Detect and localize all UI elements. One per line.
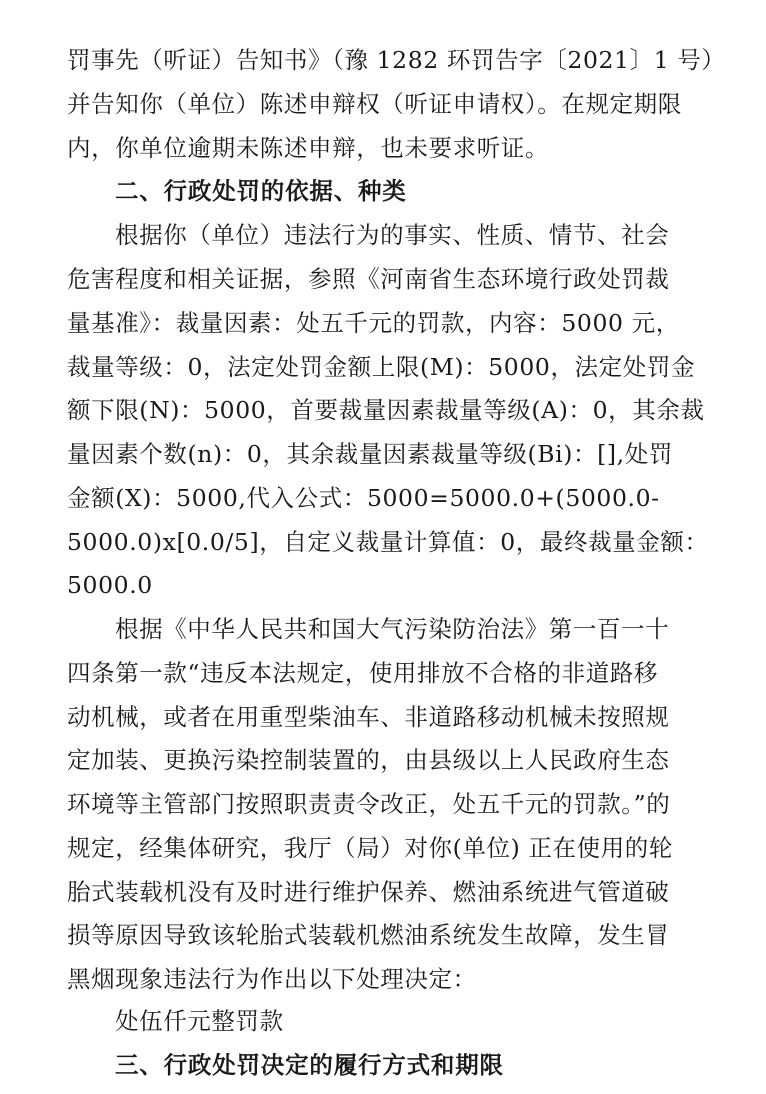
text-line-15: 四条第一款“违反本法规定，使用排放不合格的非道路移 bbox=[67, 659, 659, 687]
section-heading-2: 二、行政处罚的依据、种类 bbox=[115, 177, 407, 205]
text-line-2: 并告知你（单位）陈述申辩权（听证申请权）。在规定期限 bbox=[67, 90, 682, 118]
text-line-10: 量因素个数(n)：0，其余裁量因素裁量等级(Bi)：[],处罚 bbox=[67, 440, 673, 468]
text-line-17: 定加装、更换污染控制装置的，由县级以上人民政府生态 bbox=[67, 746, 670, 774]
text-line-3: 内，你单位逾期未陈述申辩，也未要求听证。 bbox=[67, 134, 549, 162]
text-line-7: 量基准》：裁量因素：处五千元的罚款，内容：5000 元， bbox=[67, 309, 680, 337]
text-line-14: 根据《中华人民共和国大气污染防治法》第一百一十 bbox=[115, 615, 670, 643]
section-heading-3: 三、行政处罚决定的履行方式和期限 bbox=[115, 1051, 504, 1079]
text-line-5: 根据你（单位）违法行为的事实、性质、情节、社会 bbox=[115, 221, 670, 249]
text-line-1: 罚事先（听证）告知书》（豫 1282 环罚告字〔2021〕1 号） bbox=[67, 46, 726, 74]
text-line-16: 动机械，或者在用重型柴油车、非道路移动机械未按照规 bbox=[67, 703, 670, 731]
text-line-13: 5000.0 bbox=[67, 571, 153, 599]
text-line-22: 黑烟现象违法行为作出以下处理决定： bbox=[67, 965, 477, 993]
penalty-decision: 处伍仟元整罚款 bbox=[115, 1007, 284, 1035]
text-line-9: 额下限(N)：5000，首要裁量因素裁量等级(A)：0，其余裁 bbox=[67, 396, 705, 424]
text-line-8: 裁量等级：0，法定处罚金额上限(M)：5000，法定处罚金 bbox=[67, 353, 696, 381]
text-line-6: 危害程度和相关证据，参照《河南省生态环境行政处罚裁 bbox=[67, 265, 670, 293]
text-line-18: 环境等主管部门按照职责责令改正，处五千元的罚款。”的 bbox=[67, 790, 671, 818]
text-line-11: 金额(X)：5000,代入公式：5000=5000.0+(5000.0- bbox=[67, 484, 660, 512]
text-line-19: 规定，经集体研究，我厅（局）对你(单位) 正在使用的轮 bbox=[67, 834, 674, 862]
text-line-21: 损等原因导致该轮胎式装载机燃油系统发生故障，发生冒 bbox=[67, 921, 670, 949]
text-line-12: 5000.0)x[0.0/5]，自定义裁量计算值：0，最终裁量金额： bbox=[67, 528, 709, 556]
text-line-20: 胎式装载机没有及时进行维护保养、燃油系统进气管道破 bbox=[67, 878, 670, 906]
